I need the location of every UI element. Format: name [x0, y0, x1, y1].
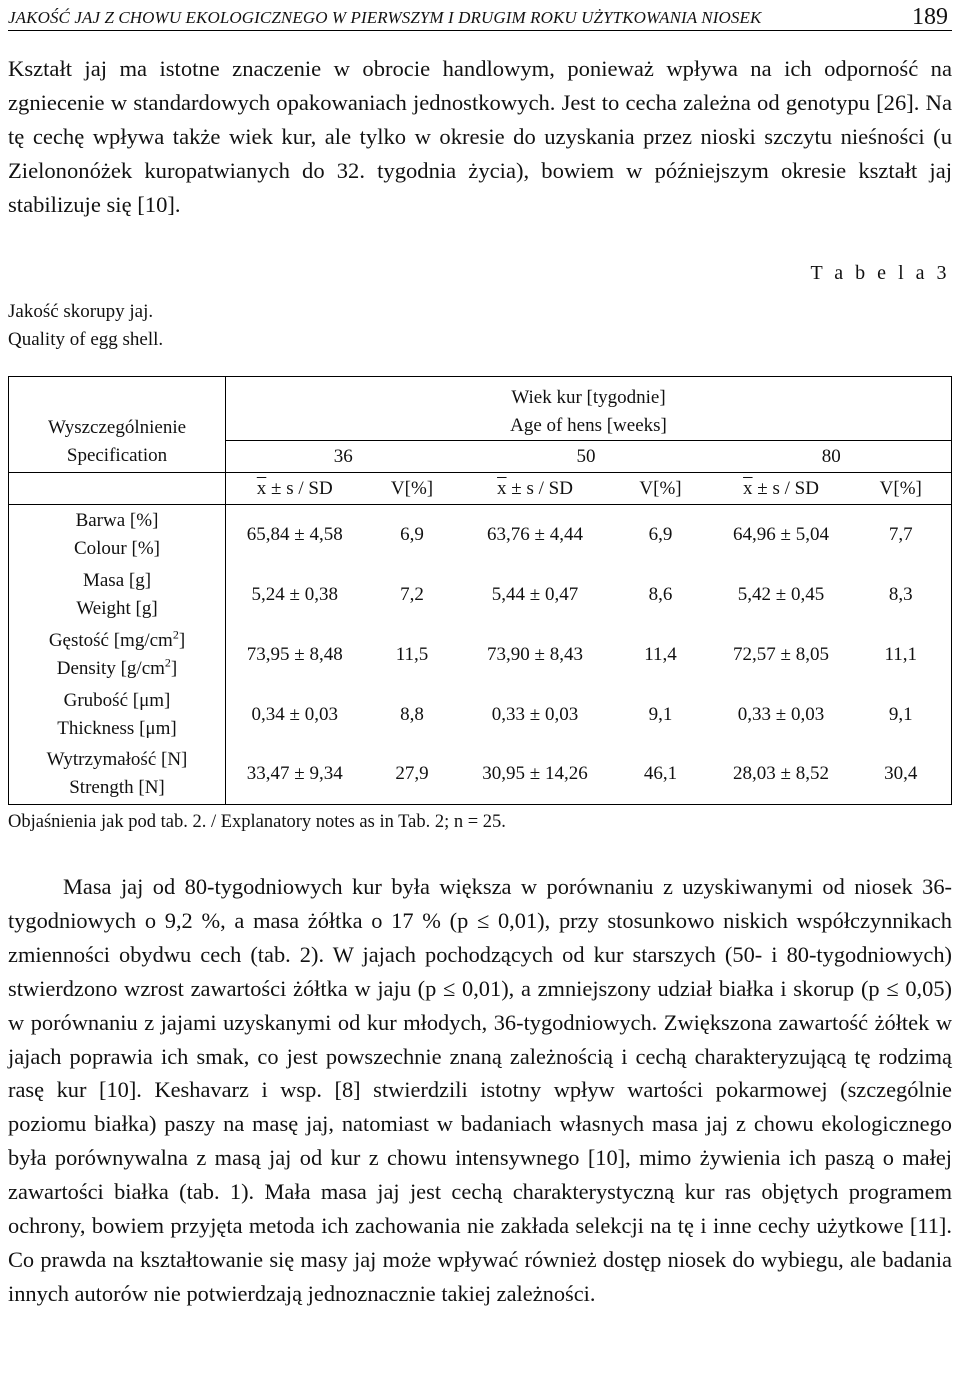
row-label-en: Weight [g]	[76, 597, 158, 619]
cell-cv: 27,9	[395, 763, 429, 785]
paragraph-2	[8, 870, 952, 1311]
cell-mean-sd: 73,95 ± 8,48	[246, 643, 343, 665]
table-caption	[8, 298, 163, 354]
paragraph-1: Kształt jaj ma istotne znaczenie w obrocie handlowym, ponieważ wpływa na ich odporność na zgniecenie w standardowych opakowaniach jednostkowych. Jest to cecha zależna od genotypu [26]. Na tę cechę wpływa także wiek kur, ale tylko w okresie do uzyskania przez nioski szczytu nieśności (u Zielononóżek kuropatwianych do 32. tygodnia życia), bowiem w późniejszym okresie kształt jaj stabilizuje się [10].	[8, 56, 952, 217]
cell-cv: 8,8	[400, 703, 424, 725]
table-label: T a b e l a 3	[810, 262, 950, 284]
caption-pl: Jakość skorupy jaj.	[8, 301, 154, 322]
row-label-pl: Gęstość $[mg/cm^2]$	[48, 627, 186, 651]
stat-header-v: V[%]	[610, 473, 712, 505]
cell-cv: 7,2	[400, 583, 424, 605]
row-label-pl: Wytrzymałość [N]	[46, 749, 188, 771]
cell-cv: 11,1	[884, 643, 918, 665]
spec-blank	[9, 473, 226, 505]
cell-mean-sd: 33,47 ± 9,34	[246, 763, 343, 785]
cell-cv: 9,1	[888, 703, 913, 725]
cell-mean-sd: 64,96 ± 5,04	[733, 523, 829, 545]
cell-mean-sd: 73,90 ± 8,43	[487, 643, 583, 665]
row-label	[9, 565, 226, 625]
row-label-en: Thickness [μm]	[57, 717, 177, 739]
cell-mean-sd: 72,57 ± 8,05	[733, 643, 829, 665]
cell-mean-sd: 28,03 ± 8,52	[733, 763, 829, 785]
spec-header-en: Specification	[66, 445, 168, 466]
caption-en: Quality of egg shell.	[8, 329, 164, 350]
cell-cv: 11,5	[395, 643, 429, 665]
table-body	[9, 505, 952, 805]
spec-header-pl: Wyszczególnienie	[47, 417, 187, 438]
stat-header-mean: $\overline{x} \pm s$ / SD	[712, 473, 851, 505]
table-note: Objaśnienia jak pod tab. 2. / Explanatory notes as in Tab. 2; n = 25.	[8, 812, 506, 832]
cell-mean-sd: 63,76 ± 4,44	[487, 523, 583, 545]
cell-cv: 6,9	[648, 523, 673, 545]
cell-mean-sd: 5,42 ± 0,45	[737, 583, 825, 605]
age-header-pl: Wiek kur [tygodnie]	[511, 387, 666, 408]
running-title: JAKOŚĆ JAJ Z CHOWU EKOLOGICZNEGO W PIERWSZYM I DRUGIM ROKU UŻYTKOWANIA NIOSEK	[8, 8, 762, 27]
age-80: 80	[712, 441, 952, 473]
cell-cv: 9,1	[648, 703, 673, 725]
row-label-en: Density $[g/cm^2]$	[56, 655, 178, 679]
row-label-pl: Grubość [μm]	[63, 689, 171, 711]
cell-mean-sd: 0,34 ± 0,03	[251, 703, 338, 725]
egg-shell-quality-table	[8, 376, 952, 805]
stat-header-mean: $\overline{x} \pm s$ / SD	[226, 473, 364, 505]
cell-cv: 6,9	[400, 523, 424, 545]
age-header-en: Age of hens [weeks]	[510, 415, 667, 436]
spec-header	[9, 377, 226, 473]
cell-mean-sd: 65,84 ± 4,58	[246, 523, 343, 545]
cell-cv: 11,4	[644, 643, 677, 665]
cell-mean-sd: 0,33 ± 0,03	[491, 703, 579, 725]
age-header	[226, 377, 952, 441]
age-50: 50	[461, 441, 712, 473]
stat-header-mean: $\overline{x} \pm s$ / SD	[461, 473, 610, 505]
cell-mean-sd: 5,24 ± 0,38	[251, 583, 338, 605]
cell-cv: 46,1	[643, 763, 678, 785]
page-number: 189	[912, 4, 948, 30]
cell-cv: 30,4	[884, 763, 918, 785]
cell-cv: 7,7	[888, 523, 913, 545]
row-label	[9, 625, 226, 685]
age-36: 36	[226, 441, 461, 473]
table-row	[9, 505, 952, 565]
table-row	[9, 685, 952, 745]
stat-header-v: V[%]	[364, 473, 461, 505]
row-label	[9, 505, 226, 565]
table-row	[9, 745, 952, 805]
row-label	[9, 745, 226, 805]
row-label-en: Strength [N]	[69, 777, 165, 799]
row-label-pl: Barwa [%]	[75, 509, 159, 531]
row-label-pl: Masa [g]	[82, 569, 152, 591]
cell-mean-sd: 5,44 ± 0,47	[491, 583, 579, 605]
cell-cv: 8,3	[888, 583, 913, 605]
cell-mean-sd: 0,33 ± 0,03	[737, 703, 825, 725]
stat-header-v: V[%]	[851, 473, 952, 505]
row-label-en: Colour [%]	[73, 537, 160, 559]
table-row	[9, 625, 952, 685]
row-label	[9, 685, 226, 745]
cell-cv: 8,6	[648, 583, 673, 605]
running-header	[8, 4, 952, 31]
paragraph-2-text: Masa jaj od 80-tygodniowych kur była większa w porównaniu z uzyskiwanymi od niosek 36-tygodniowych o 9,2 %, a masa żółtka o 17 % (p ≤ 0,01), przy stosunkowo niskich współczynnikach zmienności obydwu cech (tab. 2). W jajach pochodzących od kur starszych (50- i 80-tygodniowych) stwierdzono wzrost zawartości żółtka w jaju (p ≤ 0,01), a zmniejszony udział białka i skorup (p ≤ 0,05) w porównaniu z jajami uzyskanymi od kur młodych, 36-tygodniowych. Zwiększona zawartość żółtek w jajach poprawia ich smak, co jest powszechnie znaną zależnością i cechą charakteryzującą tę rodzimą rasę kur [10]. Keshavarz i wsp. [8] stwierdzili istotny wpływ wartości pokarmowej (szczególnie poziomu białka) paszy na masę jaj, natomiast w badaniach własnych masa jaj z chowu ekologicznego była porównywalna z masą jaj od kur z chowu intensywnego [10], mimo żywienia ich paszą o małej zawartości białka (tab. 1). Mała masa jaj jest cechą charakterystyczną kur ras objętych programem ochrony, bowiem przyjęta metoda ich zachowania nie zakłada selekcji na tę i inne cechy użytkowe [11]. Co prawda na kształtowanie się masy jaj może wpływać również dostęp niosek do wybiegu, ale badania innych autorów nie potwierdzają jednoznacznie takiej zależności.	[8, 874, 952, 1306]
table-row	[9, 565, 952, 625]
cell-mean-sd: 30,95 ± 14,26	[482, 763, 588, 785]
